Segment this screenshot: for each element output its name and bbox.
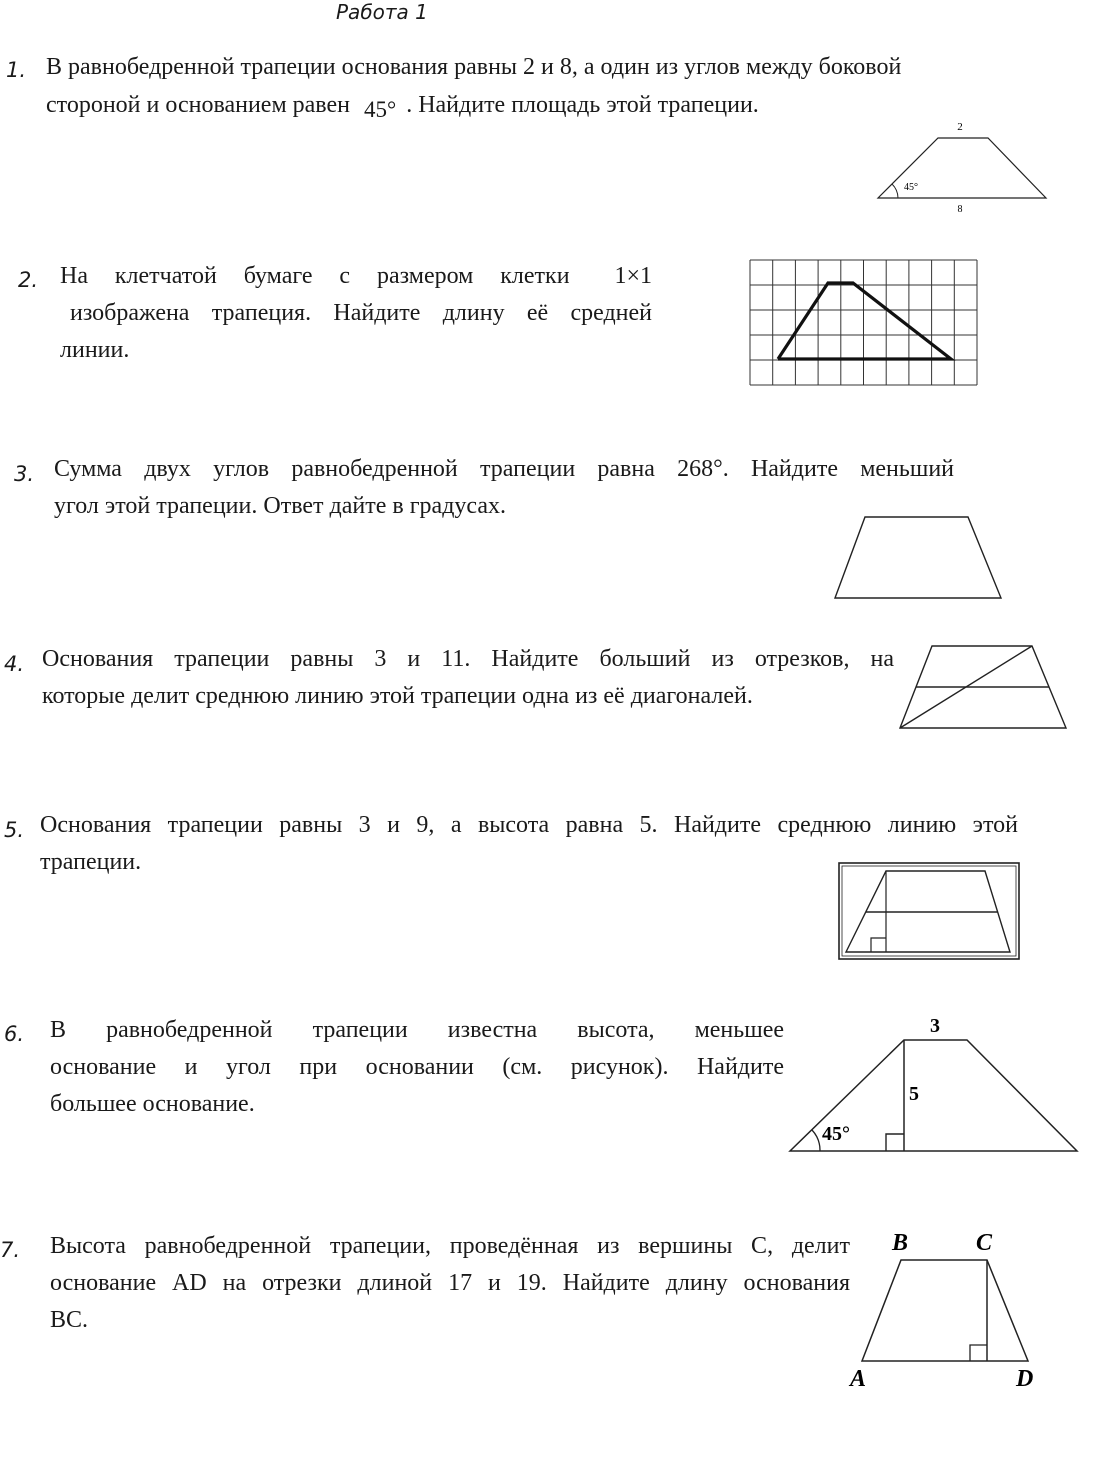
problem-2-line-1-wrap xyxy=(60,258,652,295)
problem-7-number: 7. xyxy=(0,1238,21,1262)
fig6-angle: 45° xyxy=(822,1123,850,1145)
problem-5-figure xyxy=(838,862,1022,962)
problem-7-text xyxy=(50,1228,850,1339)
problem-2-line-1: На клетчатой бумаге с размером клетки xyxy=(60,263,570,289)
problem-2-text xyxy=(60,258,652,369)
problem-6-number: 6. xyxy=(4,1022,25,1046)
problem-2-grid-figure xyxy=(748,258,980,388)
fig1-angle: 45° xyxy=(904,182,918,193)
problem-4-text xyxy=(42,641,894,715)
figure-frame-inner-5 xyxy=(842,866,1016,956)
problem-2-cell-size: 1×1 xyxy=(614,263,652,289)
problem-1-line-2: стороной и основанием равен xyxy=(46,92,350,118)
problem-1-line-3: . Найдите площадь этой трапеции. xyxy=(406,92,759,118)
problem-2-line-3: линии. xyxy=(60,337,130,363)
trapezoid-2 xyxy=(778,283,951,359)
fig1-top-base: 2 xyxy=(957,121,963,133)
grid xyxy=(750,260,977,385)
problem-3-line-1: Сумма двух углов равнобедренной трапеции равна 268°. Найдите меньший xyxy=(54,456,954,482)
problem-6-line-3: большее основание. xyxy=(50,1091,255,1117)
problem-1-angle: 45° xyxy=(363,97,397,122)
problem-5-line-1: Основания трапеции равны 3 и 9, а высота равна 5. Найдите среднюю линию этой xyxy=(40,812,1018,838)
trapezoid-3 xyxy=(835,517,1001,598)
right-angle-mark-6 xyxy=(886,1134,904,1151)
problem-5-line-2: трапеции. xyxy=(40,849,142,875)
fig6-top-base: 3 xyxy=(930,1015,940,1037)
problem-5-number: 5. xyxy=(4,818,25,842)
fig6-height: 5 xyxy=(909,1083,919,1105)
problem-1-figure xyxy=(860,112,1060,217)
problem-7-figure xyxy=(846,1228,1046,1396)
vertex-A-label: A xyxy=(850,1366,867,1392)
problem-7-line-3: BC. xyxy=(50,1307,89,1333)
right-angle-mark-7 xyxy=(970,1345,987,1361)
problem-3-number: 3. xyxy=(14,462,35,486)
vertex-D-label: D xyxy=(1016,1366,1034,1392)
vertex-B-label: B xyxy=(892,1230,909,1256)
angle-arc-6 xyxy=(812,1130,820,1151)
fig1-bottom-base: 8 xyxy=(957,204,963,215)
problem-1-line-1: В равнобедренной трапеции основания равны 2 и 8, а один из углов между боковой xyxy=(46,54,902,80)
problem-1-number: 1. xyxy=(6,58,27,82)
problem-4-number: 4. xyxy=(4,652,25,676)
page-title: Работа 1 xyxy=(336,0,428,24)
problem-3-figure xyxy=(830,512,1005,604)
angle-arc-1 xyxy=(892,184,898,198)
problem-2-line-2: изображена трапеция. Найдите длину её средней xyxy=(70,300,652,326)
problem-3-text xyxy=(54,451,954,525)
problem-2-number: 2. xyxy=(18,268,39,292)
problem-4-line-1: Основания трапеции равны 3 и 11. Найдите больший из отрезков, на xyxy=(42,646,894,672)
problem-6-line-2: основание и угол при основании (см. рисунок). Найдите xyxy=(50,1054,784,1080)
problem-3-line-2: угол этой трапеции. Ответ дайте в градусах. xyxy=(54,493,507,519)
problem-4-figure xyxy=(896,642,1071,734)
problem-6-text xyxy=(50,1012,784,1123)
problem-6-figure xyxy=(786,1010,1082,1158)
problem-4-line-2: которые делит среднюю линию этой трапеции одна из её диагоналей. xyxy=(42,683,753,709)
problem-6-line-1: В равнобедренной трапеции известна высота, меньшее xyxy=(50,1017,784,1043)
vertex-C-label: C xyxy=(976,1230,993,1256)
problem-7-line-2: основание AD на отрезки длиной 17 и 19. Найдите длину основания xyxy=(50,1270,850,1296)
trapezoid-7 xyxy=(862,1260,1028,1361)
problem-7-line-1: Высота равнобедренной трапеции, проведённая из вершины C, делит xyxy=(50,1233,850,1259)
right-angle-mark-5 xyxy=(871,938,886,952)
